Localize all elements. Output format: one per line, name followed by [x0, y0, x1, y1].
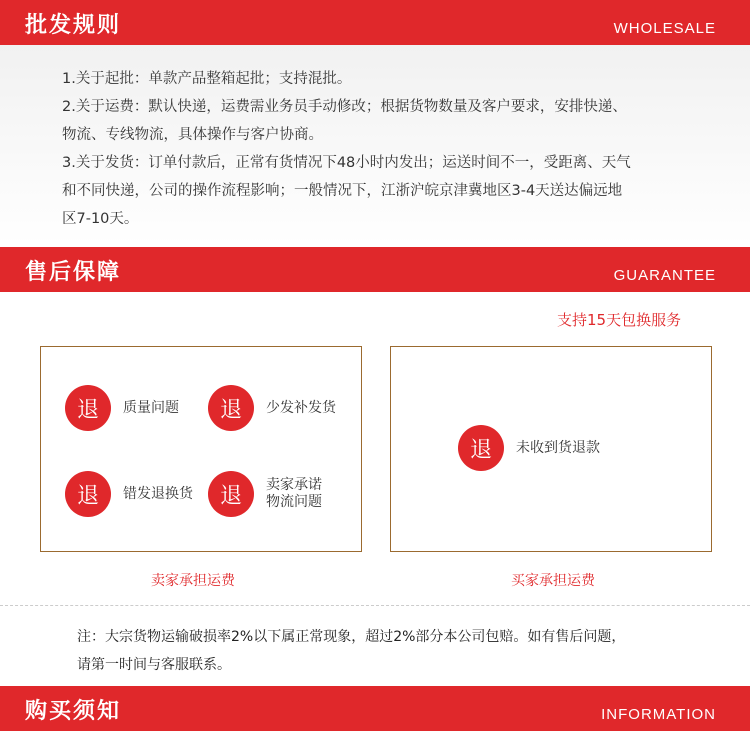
guarantee-tagline: 支持15天包换服务 [557, 311, 682, 329]
rule-line: 物流、专线物流，具体操作与客户协商。 [62, 127, 323, 143]
rule-line: 和不同快递，公司的操作流程影响；一般情况下，江浙沪皖京津冀地区3-4天送达偏远地 [62, 183, 623, 199]
return-icon: 退 [208, 471, 254, 517]
guarantee-title: 售后保障 [25, 260, 122, 285]
return-item: 退 少发补发货 [208, 385, 336, 431]
return-icon: 退 [458, 425, 504, 471]
seller-caption: 卖家承担运费 [151, 573, 235, 589]
rule-line: 2.关于运费：默认快递，运费需业务员手动修改；根据货物数量及客户要求，安排快递、 [62, 99, 627, 115]
return-item: 退 错发退换货 [65, 471, 193, 517]
return-icon: 退 [65, 385, 111, 431]
return-icon: 退 [65, 471, 111, 517]
buyer-box [390, 346, 712, 552]
wholesale-title: 批发规则 [25, 13, 122, 38]
wholesale-subtitle: WHOLESALE [613, 20, 716, 37]
wholesale-header [0, 0, 750, 45]
return-item: 退 卖家承诺 物流问题 [208, 471, 336, 517]
buyer-caption: 买家承担运费 [511, 573, 595, 589]
guarantee-header [0, 247, 750, 292]
rule-line: 1.关于起批：单款产品整箱起批；支持混批。 [62, 71, 352, 87]
note-line: 注：大宗货物运输破损率2%以下属正常现象，超过2%部分本公司包赔。如有售后问题， [77, 629, 626, 645]
wholesale-rules [0, 45, 750, 245]
note-line: 请第一时间与客服联系。 [77, 657, 231, 673]
information-subtitle: INFORMATION [601, 706, 716, 723]
information-header [0, 686, 750, 731]
rule-line: 3.关于发货：订单付款后，正常有货情况下48小时内发出；运送时间不一，受距离、天气 [62, 155, 631, 171]
divider [0, 605, 750, 606]
return-icon: 退 [208, 385, 254, 431]
guarantee-subtitle: GUARANTEE [613, 267, 716, 284]
return-item: 退 未收到货退款 [458, 425, 600, 471]
information-title: 购买须知 [25, 699, 122, 724]
seller-box [40, 346, 362, 552]
return-item: 退 质量问题 [65, 385, 179, 431]
rule-line: 区7-10天。 [62, 211, 139, 227]
